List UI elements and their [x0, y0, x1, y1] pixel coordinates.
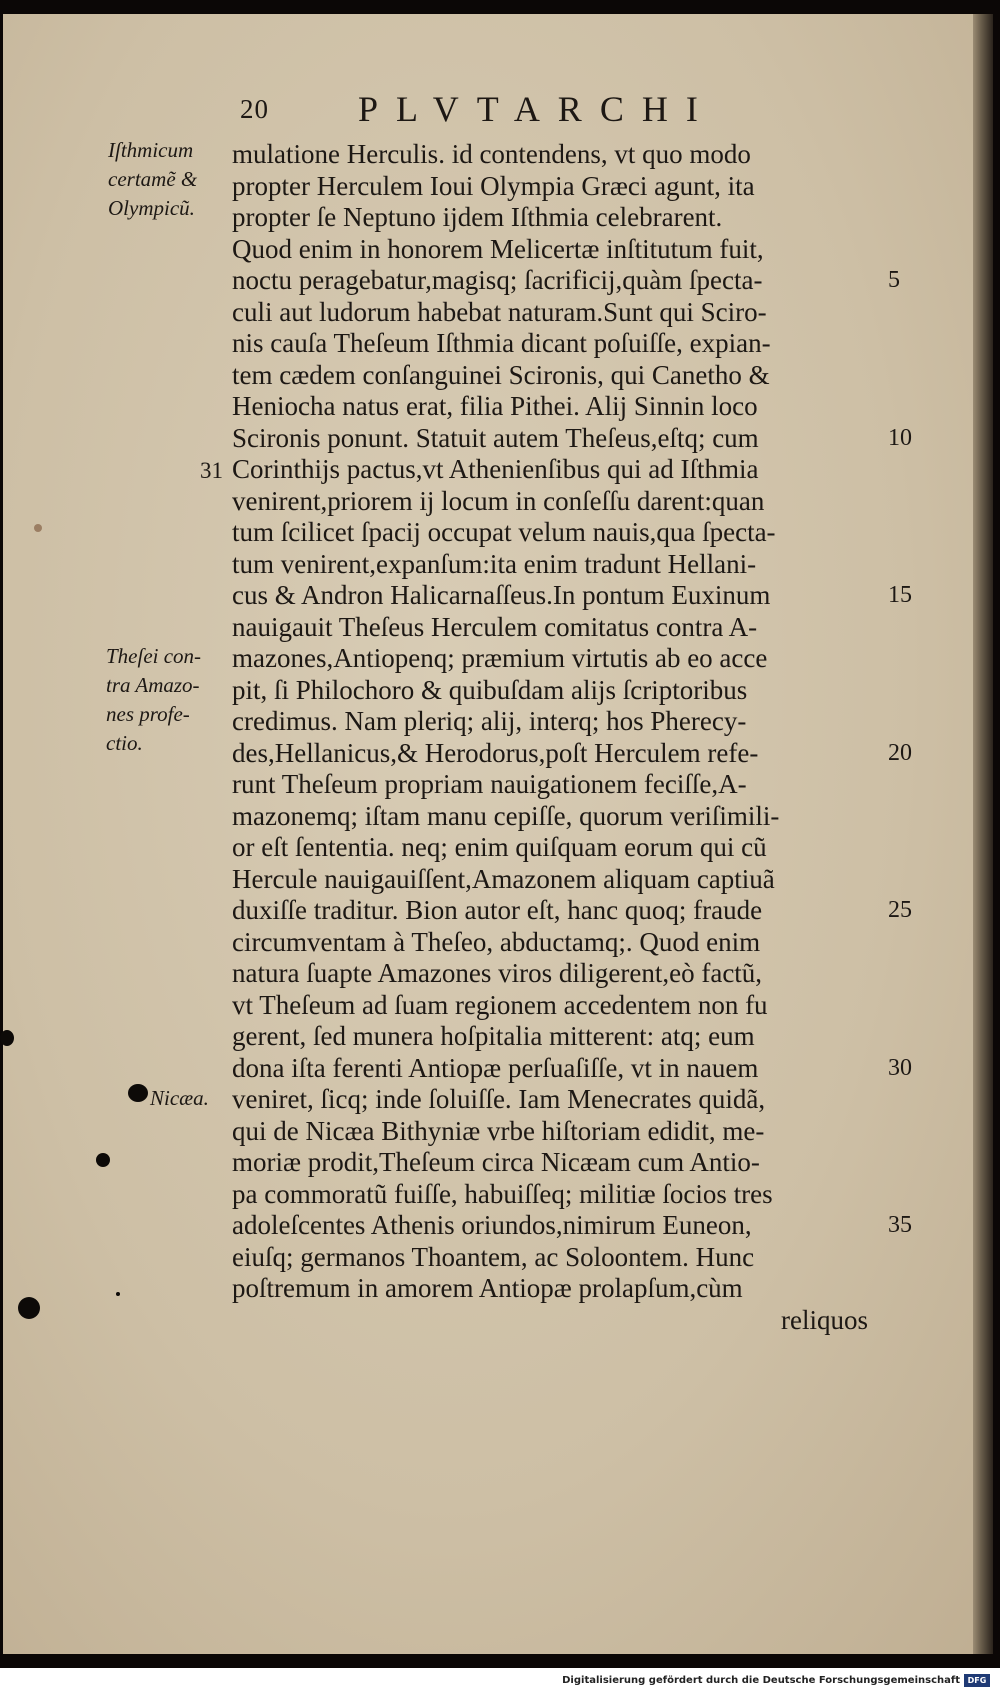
paper-stain [34, 524, 42, 532]
text-line: poſtremum in amorem Antiopæ prolapſum,cùm [232, 1273, 743, 1303]
text-line: Heniocha natus erat, filia Pithei. Alij Sinnin loco [232, 391, 758, 421]
margin-note-line: Theſei con- [106, 644, 202, 668]
ink-spot [0, 1030, 14, 1046]
text-line: propter ſe Neptuno ijdem Iſthmia celebrarent. [232, 202, 723, 232]
text-line: or eſt ſententia. neq; enim quiſquam eorum qui cũ [232, 832, 767, 862]
line-number: 10 [888, 425, 912, 451]
catchword: reliquos [781, 1305, 868, 1335]
line-number: 20 [888, 740, 912, 766]
margin-note-line: nes profe- [106, 702, 190, 726]
text-line: duxiſſe traditur. Bion autor eſt, hanc quoq; fraude [232, 895, 763, 925]
ink-spot [18, 1297, 40, 1319]
text-line: Quod enim in honorem Melicertæ inſtitutum fuit, [232, 234, 764, 264]
text-line: tum ſcilicet ſpacij occupat velum nauis,qua ſpecta- [232, 517, 776, 547]
text-line: veniret, ſicq; inde ſoluiſſe. Iam Menecrates quidã, [232, 1084, 766, 1114]
text-line: tem cædem conſanguinei Scironis, qui Canetho & [232, 360, 770, 390]
line-number: 35 [888, 1212, 912, 1238]
text-line: qui de Nicæa Bithyniæ vrbe hiſtoriam edidit, me- [232, 1116, 765, 1146]
line-number: 30 [888, 1055, 912, 1081]
margin-note-line: tra Amazo- [106, 673, 200, 697]
dfg-logo: DFG [964, 1674, 990, 1687]
text-line: moriæ prodit,Theſeum circa Nicæam cum Antio- [232, 1147, 760, 1177]
page-header [230, 89, 750, 138]
text-line: gerent, ſed munera hoſpitalia mitterent: atq; eum [232, 1021, 755, 1051]
margin-note-line: ctio. [106, 731, 143, 755]
text-line: tum venirent,expanſum:ita enim tradunt Hellani- [232, 549, 757, 579]
digitization-credit: Digitalisierung gefördert durch die Deutsche Forschungsgemeinschaft [562, 1675, 960, 1686]
text-line: Scironis ponunt. Statuit autem Theſeus,eſtq; cum [232, 423, 759, 453]
margin-note-line: Olympicũ. [108, 196, 195, 220]
text-line: noctu peragebatur,magisq; ſacrificij,quàm ſpecta- [232, 265, 763, 295]
page-number: 20 [240, 94, 269, 124]
text-line: adoleſcentes Athenis oriundos,nimirum Euneon, [232, 1210, 752, 1240]
text-line: propter Herculem Ioui Olympia Græci agunt, ita [232, 171, 755, 201]
text-line: des,Hellanicus,& Herodorus,poſt Herculem refe- [232, 738, 759, 768]
text-line: dona iſta ferenti Antiopæ perſuaſiſſe, vt in nauem [232, 1053, 759, 1083]
margin-note-line: Nicæa. [150, 1086, 209, 1110]
text-line: runt Theſeum propriam nauigationem feciſſe,A- [232, 769, 747, 799]
text-line: nis cauſa Theſeum Iſthmia dicant poſuiſſe, expian- [232, 328, 771, 358]
margin-note-thesei [106, 642, 201, 758]
text-line: pit, ſi Philochoro & quibuſdam alijs ſcriptoribus [232, 675, 748, 705]
line-number: 25 [888, 897, 912, 923]
line-number: 5 [888, 267, 900, 293]
text-line: nauigauit Theſeus Herculem comitatus contra A- [232, 612, 758, 642]
text-line: vt Theſeum ad ſuam regionem accedentem non fu [232, 990, 768, 1020]
line-number: 15 [888, 582, 912, 608]
text-line: cus & Andron Halicarnaſſeus.In pontum Euxinum [232, 580, 771, 610]
digitization-credit-bar [0, 1668, 1000, 1695]
text-line: pa commoratũ fuiſſe, habuiſſeq; militiæ ſocios tres [232, 1179, 773, 1209]
book-spine-shadow [973, 14, 993, 1654]
text-line: Hercule nauigauiſſent,Amazonem aliquam captiuã [232, 864, 775, 894]
text-line: mazonemq; iſtam manu cepiſſe, quorum veriſimili- [232, 801, 780, 831]
margin-note-nicaea [150, 1084, 209, 1113]
text-line: mazones,Antiopenq; præmium virtutis ab eo acce [232, 643, 768, 673]
text-line: Corinthijs pactus,vt Athenienſibus qui ad Iſthmia [232, 454, 759, 484]
margin-note-line: 31 [200, 458, 223, 483]
running-head: PLVTARCHI [358, 89, 716, 129]
ink-spot [128, 1084, 148, 1102]
text-line: culi aut ludorum habebat naturam.Sunt qui Sciro- [232, 297, 767, 327]
margin-note-line: Iſthmicum [108, 138, 194, 162]
margin-note-isthmicum [108, 136, 197, 223]
text-line: natura ſuapte Amazones viros diligerent,eò factũ, [232, 958, 763, 988]
text-line: credimus. Nam pleriq; alij, interq; hos Pherecy- [232, 706, 747, 736]
ink-spot [96, 1153, 110, 1167]
text-line: eiuſq; germanos Thoantem, ac Soloontem. Hunc [232, 1242, 755, 1272]
margin-reference-number [200, 456, 223, 485]
text-line: circumventam à Theſeo, abductamq;. Quod enim [232, 927, 761, 957]
text-line: mulatione Herculis. id contendens, vt quo modo [232, 139, 751, 169]
text-line: venirent,priorem ij locum in conſeſſu darent:quan [232, 486, 765, 516]
ink-spot [116, 1292, 120, 1296]
margin-note-line: certamẽ & [108, 167, 198, 191]
